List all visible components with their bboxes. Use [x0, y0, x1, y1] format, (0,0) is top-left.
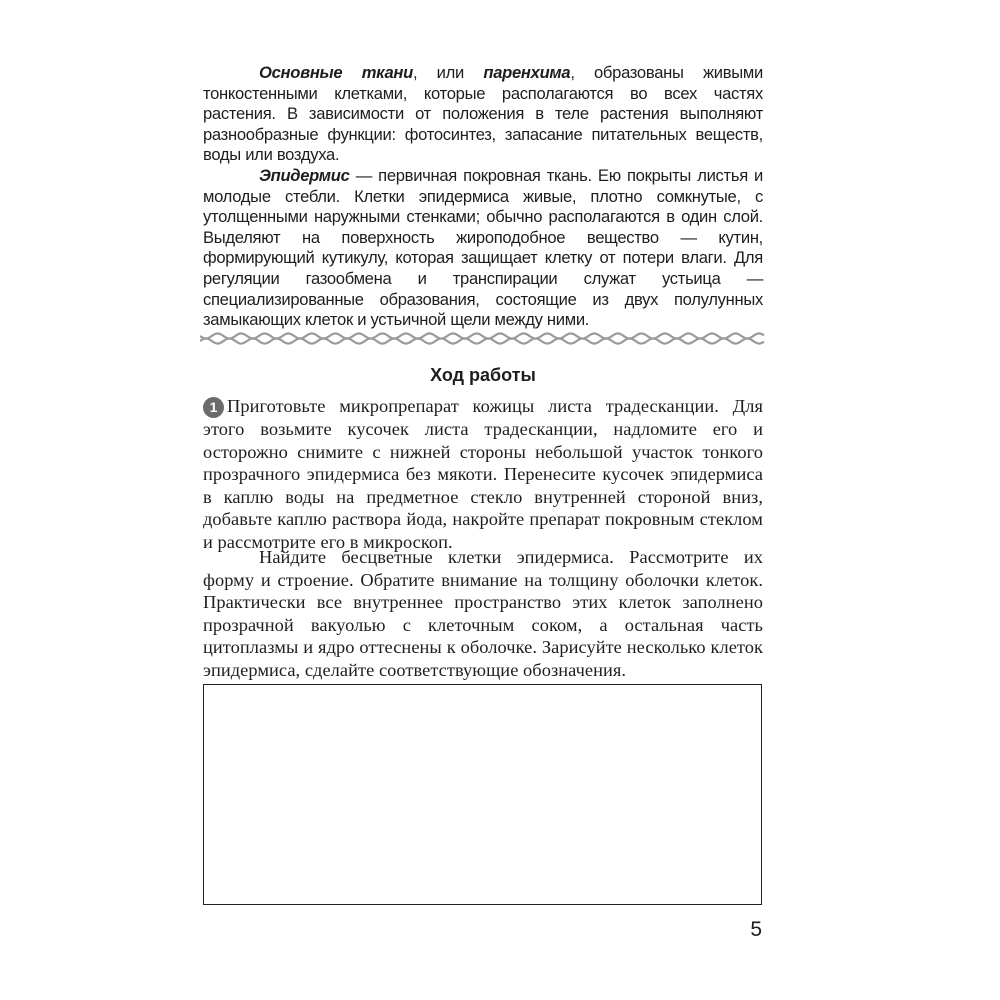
- wavy-divider: [200, 330, 765, 348]
- term-parenchyma: паренхима: [483, 63, 571, 82]
- procedure-heading: Ход работы: [430, 365, 536, 385]
- parenchyma-paragraph: [203, 63, 763, 166]
- step-1-paragraph: [203, 395, 763, 553]
- page-number: 5: [750, 918, 762, 941]
- epidermis-text: — первичная покровная ткань. Ею покрыты листья и молодые стебли. Клетки эпидермиса живые, плотно сомкнутые, с утолщенными наружными стенками; обычно располагаются в один слой. Выделяют на поверхность жироподобное вещество — кутин, формирующий кутикулу, которая защищает клетку от потери влаги. Для регуляции газообмена и транспирации служат устьица — специализированные образования, состоящие из двух полулунных замыкающих клеток и устьичной щели между ними.: [203, 166, 763, 330]
- term-basic-tissues: Основные ткани: [259, 63, 413, 82]
- step-1-text: Приготовьте микропрепарат кожицы листа традесканции. Для этого возьмите кусочек листа традесканции, надломите его и осторожно снимите с нижней стороны небольшой участок тонкого прозрачного эпидермиса без мякоти. Перенесите кусочек эпидермиса в каплю воды на предметное стекло внутренней стороной вниз, добавьте каплю раствора йода, накройте препарат покровным стеклом и рассмотрите его в микроскоп.: [203, 396, 763, 552]
- parenchyma-text: , образованы живыми тонкостенными клетками, которые располагаются во всех частях растения. В зависимости от положения в теле растения выполняют разнообразные функции: фотосинтез, запасание питательных веществ, воды или воздуха.: [203, 63, 763, 165]
- step-1-continuation: Найдите бесцветные клетки эпидермиса. Рассмотрите их форму и строение. Обратите внимание на толщину оболочки клеток. Практически все внутреннее пространство этих клеток заполнено прозрачной вакуолью с клеточным соком, а остальная часть цитоплазмы и ядро оттеснены к оболочке. Зарисуйте несколько клеток эпидермиса, сделайте соответствующие обозначения.: [203, 547, 763, 680]
- drawing-box[interactable]: [203, 684, 762, 905]
- term-epidermis: Эпидермис: [259, 166, 350, 185]
- term-connector: , или: [412, 63, 484, 82]
- step-number-badge: 1: [203, 397, 224, 418]
- epidermis-paragraph: [203, 166, 763, 331]
